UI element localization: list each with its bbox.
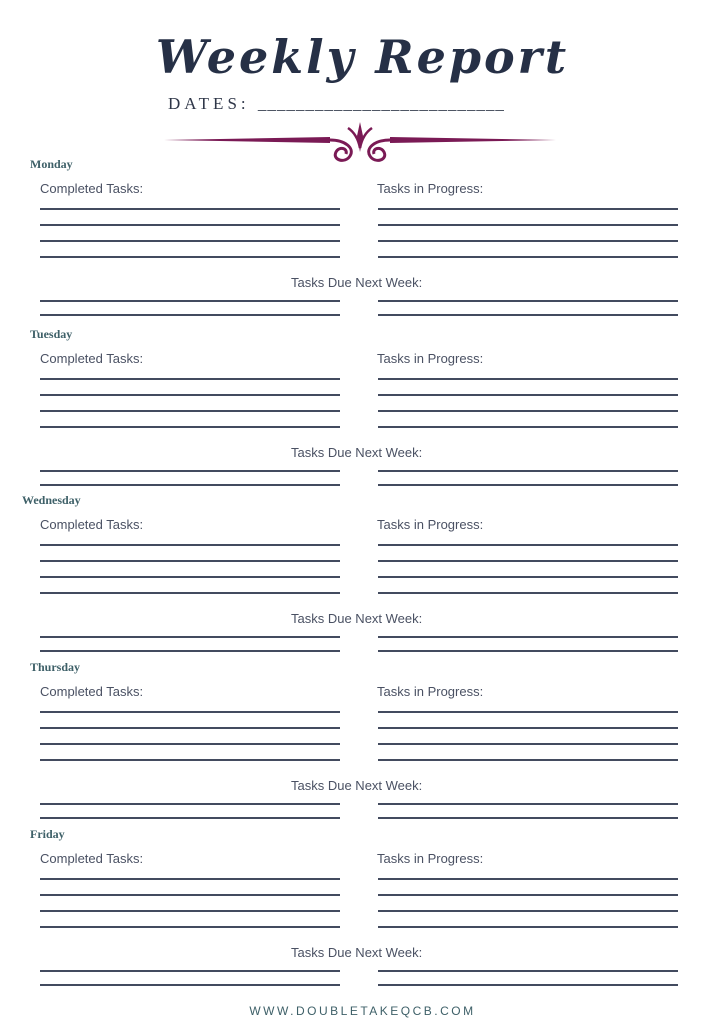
in-progress-task-line (378, 544, 678, 546)
dates-label: DATES: (168, 94, 250, 113)
due-next-week-line (378, 650, 678, 652)
in-progress-task-line (378, 894, 678, 896)
completed-task-line (40, 711, 340, 713)
tasks-in-progress-label: Tasks in Progress: (377, 181, 484, 196)
completed-task-line (40, 224, 340, 226)
tasks-in-progress-label: Tasks in Progress: (377, 851, 484, 866)
tasks-in-progress-label: Tasks in Progress: (377, 351, 484, 366)
in-progress-task-line (378, 378, 678, 380)
due-next-week-line (40, 817, 340, 819)
completed-task-line (40, 544, 340, 546)
completed-task-line (40, 410, 340, 412)
completed-task-line (40, 592, 340, 594)
completed-task-line (40, 576, 340, 578)
completed-task-line (40, 378, 340, 380)
day-heading-monday: Monday (30, 157, 73, 171)
due-next-week-line (378, 300, 678, 302)
completed-tasks-label: Completed Tasks: (40, 851, 144, 866)
completed-task-line (40, 256, 340, 258)
footer-url: WWW.DOUBLETAKEQCB.COM (249, 1004, 476, 1018)
completed-task-line (40, 426, 340, 428)
due-next-week-line (40, 970, 340, 972)
in-progress-task-line (378, 410, 678, 412)
completed-task-line (40, 910, 340, 912)
page-title: Weekly Report (155, 30, 570, 84)
in-progress-task-line (378, 592, 678, 594)
in-progress-task-line (378, 727, 678, 729)
in-progress-task-line (378, 224, 678, 226)
due-next-week-line (40, 470, 340, 472)
dates-field (168, 94, 505, 114)
day-heading-wednesday: Wednesday (22, 493, 81, 507)
completed-task-line (40, 240, 340, 242)
due-next-week-line (40, 314, 340, 316)
tasks-in-progress-label: Tasks in Progress: (377, 684, 484, 699)
completed-task-line (40, 878, 340, 880)
tasks-in-progress-label: Tasks in Progress: (377, 517, 484, 532)
completed-task-line (40, 894, 340, 896)
day-heading-friday: Friday (30, 827, 65, 841)
completed-tasks-label: Completed Tasks: (40, 181, 144, 196)
due-next-week-line (378, 484, 678, 486)
in-progress-task-line (378, 759, 678, 761)
tasks-due-next-week-label: Tasks Due Next Week: (291, 945, 423, 960)
day-heading-thursday: Thursday (30, 660, 81, 674)
tasks-due-next-week-label: Tasks Due Next Week: (291, 778, 423, 793)
completed-task-line (40, 727, 340, 729)
in-progress-task-line (378, 743, 678, 745)
ornament-divider-icon (160, 118, 560, 166)
due-next-week-line (40, 300, 340, 302)
tasks-due-next-week-label: Tasks Due Next Week: (291, 611, 423, 626)
due-next-week-line (378, 314, 678, 316)
completed-task-line (40, 208, 340, 210)
completed-task-line (40, 743, 340, 745)
completed-task-line (40, 926, 340, 928)
due-next-week-line (40, 803, 340, 805)
tasks-due-next-week-label: Tasks Due Next Week: (291, 445, 423, 460)
in-progress-task-line (378, 711, 678, 713)
dates-blank: __________________________ (257, 94, 505, 113)
in-progress-task-line (378, 560, 678, 562)
due-next-week-line (378, 803, 678, 805)
in-progress-task-line (378, 426, 678, 428)
completed-tasks-label: Completed Tasks: (40, 517, 144, 532)
due-next-week-line (40, 650, 340, 652)
in-progress-task-line (378, 256, 678, 258)
completed-tasks-label: Completed Tasks: (40, 684, 144, 699)
due-next-week-line (378, 984, 678, 986)
completed-task-line (40, 394, 340, 396)
due-next-week-line (40, 636, 340, 638)
in-progress-task-line (378, 240, 678, 242)
tasks-due-next-week-label: Tasks Due Next Week: (291, 275, 423, 290)
due-next-week-line (378, 636, 678, 638)
in-progress-task-line (378, 576, 678, 578)
due-next-week-line (378, 970, 678, 972)
day-heading-tuesday: Tuesday (30, 327, 73, 341)
in-progress-task-line (378, 910, 678, 912)
due-next-week-line (40, 984, 340, 986)
completed-task-line (40, 759, 340, 761)
due-next-week-line (378, 470, 678, 472)
completed-tasks-label: Completed Tasks: (40, 351, 144, 366)
in-progress-task-line (378, 208, 678, 210)
completed-task-line (40, 560, 340, 562)
due-next-week-line (40, 484, 340, 486)
in-progress-task-line (378, 926, 678, 928)
in-progress-task-line (378, 394, 678, 396)
in-progress-task-line (378, 878, 678, 880)
due-next-week-line (378, 817, 678, 819)
